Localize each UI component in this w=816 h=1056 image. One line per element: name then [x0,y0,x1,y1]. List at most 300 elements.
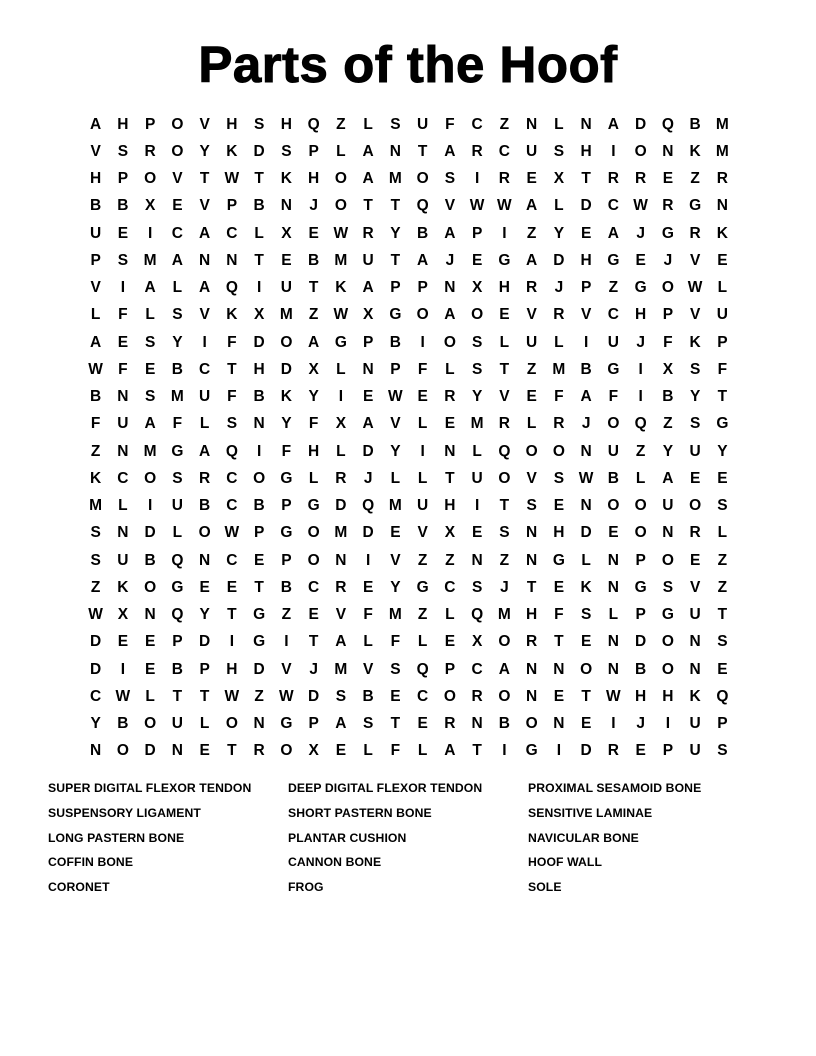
grid-letter: B [417,224,429,242]
grid-letter: Y [471,388,483,406]
grid-letter: P [635,606,646,624]
grid-letter: B [635,660,647,678]
grid-letter: W [578,469,594,487]
grid-letter: W [88,360,103,378]
grid-letter: R [526,279,538,297]
grid-letter: E [526,388,537,406]
grid-letter: X [281,224,292,242]
grid-letter: R [253,742,265,760]
grid-letter: B [607,469,619,487]
word-list-item: FROG [288,880,324,895]
grid-letter: P [390,360,401,378]
word-list-item: LONG PASTERN BONE [48,830,185,845]
grid-letter: O [416,170,429,188]
grid-letter: R [444,715,456,733]
grid-letter: O [580,660,593,678]
grid-letter: O [689,497,702,515]
grid-letter: E [308,224,319,242]
grid-letter: L [472,442,482,460]
grid-letter: F [554,606,564,624]
grid-letter: U [689,442,701,460]
grid-letter: U [526,142,538,160]
grid-row [82,302,736,329]
grid-letter: N [117,524,129,542]
grid-letter: A [362,279,374,297]
grid-letter: C [199,360,211,378]
grid-row [82,275,736,302]
grid-letter: U [90,224,102,242]
grid-letter: M [715,142,729,160]
word-list-item: SHORT PASTERN BONE [288,805,432,820]
grid-letter: A [144,279,156,297]
grid-letter: R [498,415,510,433]
grid-letter: P [253,524,265,542]
grid-letter: E [444,415,456,433]
grid-letter: G [280,715,293,733]
grid-letter: S [281,142,292,160]
grid-letter: E [553,687,565,705]
grid-letter: L [417,742,428,760]
grid-letter: V [172,170,183,188]
grid-letter: Z [499,551,510,569]
grid-letter: I [474,497,480,515]
grid-letter: C [417,687,429,705]
grid-letter: J [663,251,673,269]
grid-letter: P [362,333,374,351]
grid-row [82,166,736,193]
grid-letter: H [117,115,129,133]
grid-letter: G [171,578,184,596]
page-title: Parts of the Hoof [198,36,618,93]
grid-letter: D [253,333,265,351]
grid-letter: S [172,469,183,487]
grid-letter: S [580,606,592,624]
grid-letter: M [715,115,729,133]
grid-letter: O [280,333,293,351]
grid-letter: E [526,170,537,188]
grid-letter: I [611,142,616,160]
grid-letter: W [333,306,349,324]
grid-letter: H [253,360,265,378]
grid-letter: N [199,251,211,269]
grid-letter: B [580,360,592,378]
grid-letter: V [444,197,456,215]
grid-letter: P [662,742,674,760]
grid-letter: F [417,360,428,378]
grid-letter: M [388,606,402,624]
grid-letter: F [308,415,319,433]
grid-letter: N [580,497,592,515]
grid-letter: I [147,224,153,242]
grid-letter: L [417,415,428,433]
grid-letter: H [280,115,292,133]
grid-letter: L [254,224,264,242]
grid-letter: E [335,742,347,760]
grid-letter: F [118,306,128,324]
grid-letter: U [471,469,483,487]
grid-letter: Y [90,715,101,733]
grid-letter: R [471,687,483,705]
grid-letter: V [689,251,701,269]
grid-letter: U [526,333,538,351]
grid-letter: S [172,306,183,324]
grid-letter: B [689,115,701,133]
grid-letter: O [525,442,538,460]
grid-letter: O [634,497,647,515]
grid-letter: L [118,497,128,515]
grid-letter: P [226,197,238,215]
grid-letter: V [199,197,210,215]
grid-letter: E [390,524,401,542]
grid-letter: G [307,497,320,515]
grid-letter: F [118,360,128,378]
grid-letter: D [580,524,592,542]
grid-letter: S [144,333,156,351]
grid-letter: W [224,524,240,542]
grid-letter: N [607,633,619,651]
grid-letter: R [335,469,347,487]
grid-letter: V [390,551,401,569]
grid-letter: Q [416,660,429,678]
grid-letter: M [470,415,484,433]
grid-letter: K [689,333,701,351]
grid-letter: L [363,115,373,133]
grid-letter: E [717,251,728,269]
grid-letter: I [638,360,643,378]
grid-letter: K [280,388,292,406]
grid-letter: Z [608,279,619,297]
grid-letter: O [334,170,347,188]
grid-letter: T [717,388,728,406]
grid-letter: Z [90,578,101,596]
word-list-item: HOOF WALL [528,855,603,870]
grid-letter: L [581,551,591,569]
grid-letter: A [526,197,538,215]
grid-letter: T [227,742,237,760]
grid-letter: L [608,606,619,624]
grid-letter: L [145,306,155,324]
grid-letter: Y [553,224,565,242]
grid-letter: C [226,469,238,487]
grid-row [82,356,736,383]
grid-letter: F [554,388,564,406]
grid-letter: S [362,715,374,733]
grid-letter: H [444,497,456,515]
grid-letter: G [280,469,293,487]
grid-letter: E [553,497,565,515]
grid-letter: T [363,197,373,215]
grid-letter: G [634,578,647,596]
grid-letter: V [90,142,101,160]
grid-letter: I [502,224,507,242]
grid-letter: O [307,551,320,569]
grid-letter: C [308,578,320,596]
grid-letter: A [90,115,102,133]
grid-row [82,574,736,601]
grid-letter: O [634,524,647,542]
grid-letter: E [635,251,646,269]
grid-letter: Z [526,224,537,242]
grid-letter: S [662,578,674,596]
grid-letter: N [553,715,565,733]
grid-letter: O [171,115,184,133]
grid-letter: N [171,742,183,760]
grid-letter: U [662,497,674,515]
grid-letter: G [607,251,620,269]
grid-letter: X [308,360,319,378]
grid-letter: I [502,742,507,760]
grid-letter: L [172,524,183,542]
grid-letter: F [227,388,237,406]
grid-letter: O [661,633,674,651]
grid-letter: E [635,742,646,760]
grid-letter: B [144,551,156,569]
grid-letter: Q [307,115,320,133]
grid-letter: V [199,306,210,324]
grid-letter: F [663,333,673,351]
grid-letter: E [362,388,374,406]
grid-letter: N [526,524,538,542]
grid-letter: G [716,415,729,433]
grid-letter: L [199,715,210,733]
grid-letter: Y [172,333,183,351]
grid-letter: D [580,742,592,760]
grid-letter: A [199,279,211,297]
grid-letter: P [662,306,674,324]
grid-letter: P [635,551,646,569]
grid-letter: S [117,142,129,160]
grid-letter: L [717,524,728,542]
grid-letter: B [253,497,265,515]
grid-letter: H [90,170,102,188]
grid-letter: L [717,279,728,297]
grid-letter: Y [390,224,401,242]
grid-letter: M [334,660,348,678]
grid-letter: X [362,306,374,324]
grid-letter: S [117,251,129,269]
grid-letter: O [443,687,456,705]
grid-letter: I [638,388,643,406]
grid-letter: K [90,469,102,487]
grid-letter: E [689,551,701,569]
grid-letter: E [717,469,728,487]
grid-letter: D [580,197,592,215]
grid-letter: J [363,469,373,487]
grid-letter: F [363,606,373,624]
grid-letter: J [445,251,455,269]
grid-letter: V [362,660,374,678]
grid-letter: X [444,524,456,542]
grid-letter: R [199,469,211,487]
grid-letter: J [309,660,318,678]
grid-letter: I [338,388,344,406]
grid-letter: B [389,333,401,351]
grid-letter: S [253,115,265,133]
grid-letter: P [281,551,292,569]
grid-letter: E [580,224,592,242]
grid-letter: P [144,115,156,133]
grid-letter: C [444,578,456,596]
grid-letter: O [661,551,674,569]
grid-letter: X [308,742,319,760]
grid-letter: C [607,197,619,215]
grid-letter: Q [225,279,238,297]
grid-letter: T [499,360,510,378]
grid-letter: W [497,197,512,215]
grid-letter: N [526,687,538,705]
grid-letter: X [117,606,129,624]
grid-letter: S [717,633,728,651]
grid-letter: B [171,660,183,678]
grid-letter: I [120,279,126,297]
grid-letter: N [526,660,538,678]
grid-letter: T [390,197,401,215]
grid-letter: U [607,442,619,460]
grid-row [82,602,736,629]
grid-letter: G [171,442,184,460]
grid-letter: N [280,197,292,215]
grid-letter: B [171,360,183,378]
grid-letter: F [390,742,401,760]
grid-letter: T [254,170,264,188]
grid-letter: O [307,524,320,542]
grid-letter: O [525,715,538,733]
grid-letter: O [144,170,157,188]
grid-letter: U [607,333,619,351]
grid-letter: G [689,197,702,215]
word-list-item: PROXIMAL SESAMOID BONE [528,781,702,795]
grid-letter: O [498,687,511,705]
grid-letter: Y [717,442,728,460]
grid-letter: H [498,279,510,297]
grid-letter: Z [308,306,319,324]
grid-letter: B [117,197,129,215]
grid-letter: O [144,469,157,487]
grid-letter: I [611,715,616,733]
grid-letter: J [581,415,591,433]
grid-letter: L [172,279,183,297]
grid-letter: D [335,497,347,515]
grid-letter: L [363,742,373,760]
grid-letter: L [554,197,564,215]
grid-letter: E [499,306,510,324]
grid-letter: T [390,251,401,269]
grid-row [82,656,736,683]
grid-letter: D [553,251,565,269]
grid-letter: K [689,687,701,705]
grid-letter: N [553,660,565,678]
grid-letter: C [171,224,183,242]
grid-letter: E [199,578,210,596]
grid-letter: O [661,660,674,678]
grid-letter: P [199,660,210,678]
grid-letter: N [526,551,538,569]
grid-letter: A [362,142,374,160]
grid-letter: C [226,224,238,242]
grid-letter: P [717,333,728,351]
grid-letter: E [144,360,156,378]
grid-letter: G [498,251,511,269]
grid-letter: M [552,360,566,378]
grid-letter: U [417,115,429,133]
grid-letter: N [689,660,701,678]
grid-letter: S [689,415,701,433]
grid-letter: K [689,142,701,160]
grid-letter: X [471,633,483,651]
word-list-item: COFFIN BONE [48,855,134,870]
grid-letter: O [607,415,620,433]
word-list-item: DEEP DIGITAL FLEXOR TENDON [288,781,483,795]
grid-letter: F [717,360,728,378]
grid-letter: R [471,142,483,160]
grid-letter: R [362,224,374,242]
grid-letter: Y [199,606,210,624]
grid-letter: H [580,142,592,160]
grid-letter: S [553,142,565,160]
grid-letter: N [662,142,674,160]
grid-letter: I [556,742,562,760]
grid-letter: R [444,388,456,406]
grid-letter: I [147,497,153,515]
grid-letter: A [417,251,429,269]
grid-letter: Y [390,442,401,460]
grid-letter: I [284,633,289,651]
grid-letter: L [417,469,428,487]
grid-letter: H [526,606,538,624]
grid-letter: B [362,687,374,705]
grid-letter: P [390,279,401,297]
grid-letter: E [117,633,129,651]
grid-letter: T [308,633,319,651]
grid-letter: O [144,578,157,596]
grid-letter: D [362,524,374,542]
grid-letter: G [389,306,402,324]
grid-letter: K [226,142,238,160]
grid-letter: O [171,142,184,160]
grid-letter: M [334,524,348,542]
word-list-item: CANNON BONE [288,855,382,870]
grid-letter: H [553,524,565,542]
grid-letter: P [580,279,592,297]
grid-letter: E [144,633,156,651]
grid-letter: A [444,224,456,242]
grid-letter: E [117,224,129,242]
grid-letter: O [280,742,293,760]
grid-letter: E [281,251,292,269]
grid-letter: N [253,415,265,433]
grid-letter: Z [717,578,728,596]
grid-letter: N [199,551,211,569]
grid-letter: B [90,197,102,215]
grid-letter: R [335,578,347,596]
grid-letter: M [170,388,184,406]
grid-letter: M [89,497,103,515]
grid-letter: U [171,497,183,515]
grid-letter: C [226,497,238,515]
grid-letter: N [580,115,592,133]
grid-letter: N [335,551,347,569]
grid-letter: L [336,442,346,460]
grid-letter: A [362,170,374,188]
grid-letter: F [90,415,101,433]
grid-letter: Y [308,388,319,406]
grid-letter: I [202,333,207,351]
grid-letter: I [665,715,671,733]
grid-letter: Q [716,687,729,705]
grid-letter: B [90,388,102,406]
grid-letter: T [254,578,264,596]
grid-letter: E [308,606,319,624]
